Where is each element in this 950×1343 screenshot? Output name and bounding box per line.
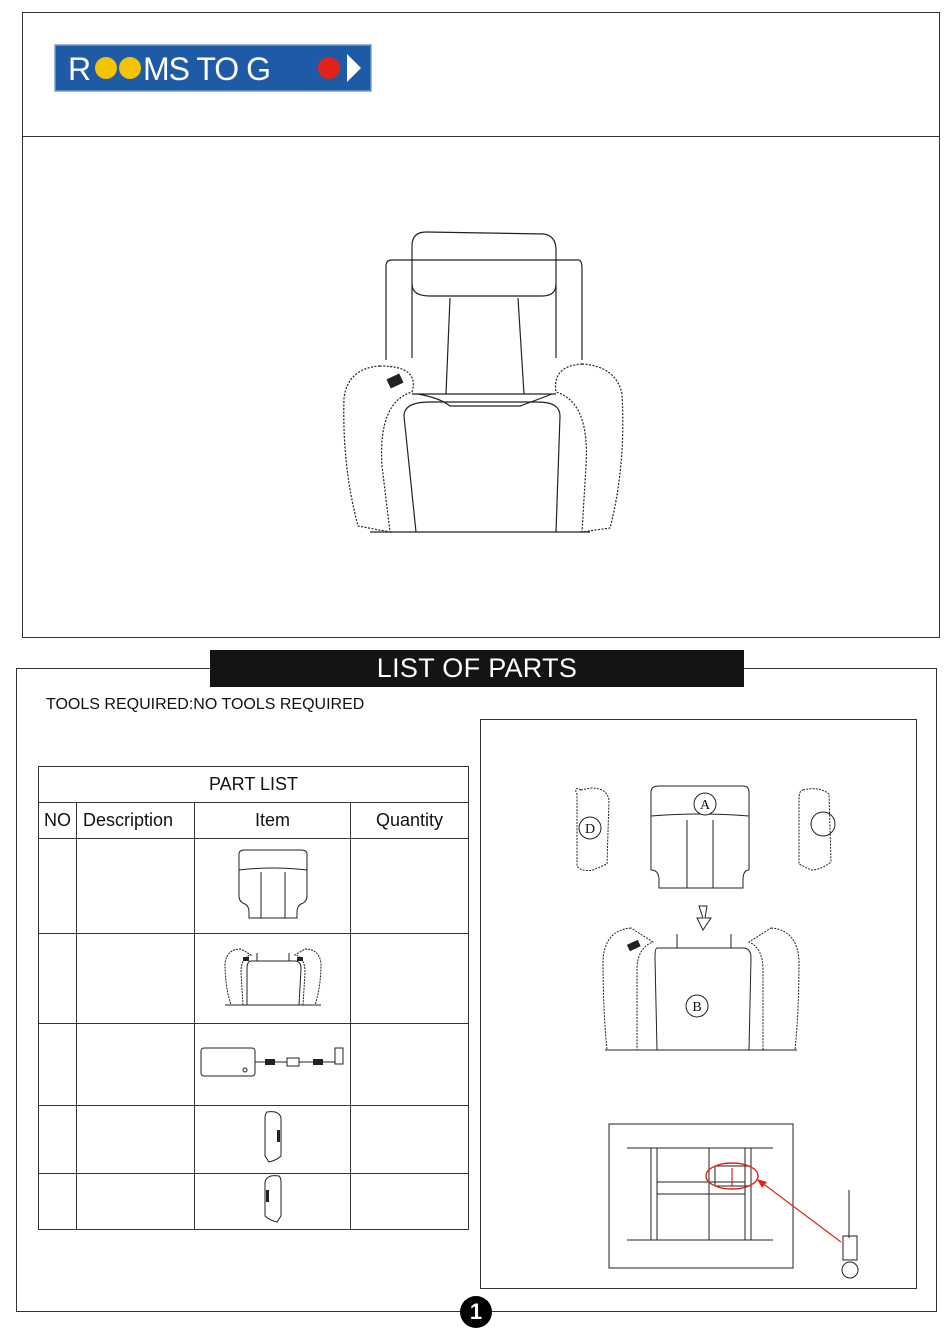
rooms-to-go-logo	[54, 44, 372, 92]
table-row	[39, 1024, 469, 1106]
assembly-diagram	[481, 720, 916, 1288]
row-no	[39, 1174, 77, 1230]
seat-base-icon	[221, 943, 325, 1009]
row-item	[195, 934, 351, 1024]
row-description	[77, 1106, 195, 1174]
row-no	[39, 1024, 77, 1106]
row-description	[77, 839, 195, 934]
list-of-parts-banner: LIST OF PARTS	[210, 650, 744, 687]
tools-required-line	[46, 696, 364, 714]
tools-required-label: TOOLS REQUIRED:	[46, 696, 194, 713]
side-panel-icon	[261, 1110, 285, 1164]
header-description: Description	[77, 803, 195, 839]
row-item	[195, 1106, 351, 1174]
label-b: B	[692, 1000, 702, 1015]
svg-text:R: R	[68, 51, 91, 87]
row-description	[77, 1174, 195, 1230]
label-a: A	[699, 798, 711, 813]
table-row	[39, 1174, 469, 1230]
row-description	[77, 934, 195, 1024]
row-quantity	[351, 934, 469, 1024]
table-row	[39, 1106, 469, 1174]
row-no	[39, 934, 77, 1024]
page-number-badge: 1	[460, 1296, 492, 1328]
header-item: Item	[195, 803, 351, 839]
row-quantity	[351, 1106, 469, 1174]
recliner-chair-illustration	[330, 226, 630, 538]
label-d: D	[584, 822, 596, 837]
row-no	[39, 1106, 77, 1174]
row-no	[39, 839, 77, 934]
row-item	[195, 1024, 351, 1106]
table-row	[39, 839, 469, 934]
row-description	[77, 1024, 195, 1106]
table-row	[39, 934, 469, 1024]
part-list-table	[38, 766, 469, 1230]
row-quantity	[351, 839, 469, 934]
header-no: NO	[39, 803, 77, 839]
row-quantity	[351, 1024, 469, 1106]
header-divider	[22, 136, 940, 137]
svg-text:MS TO G: MS TO G	[143, 51, 270, 87]
backrest-icon	[231, 848, 315, 920]
row-item	[195, 839, 351, 934]
part-list-caption: PART LIST	[39, 767, 469, 803]
side-panel-icon	[261, 1174, 285, 1224]
row-quantity	[351, 1174, 469, 1230]
header-quantity: Quantity	[351, 803, 469, 839]
power-supply-icon	[199, 1042, 347, 1082]
tools-required-value: NO TOOLS REQUIRED	[193, 696, 365, 713]
row-item	[195, 1174, 351, 1230]
